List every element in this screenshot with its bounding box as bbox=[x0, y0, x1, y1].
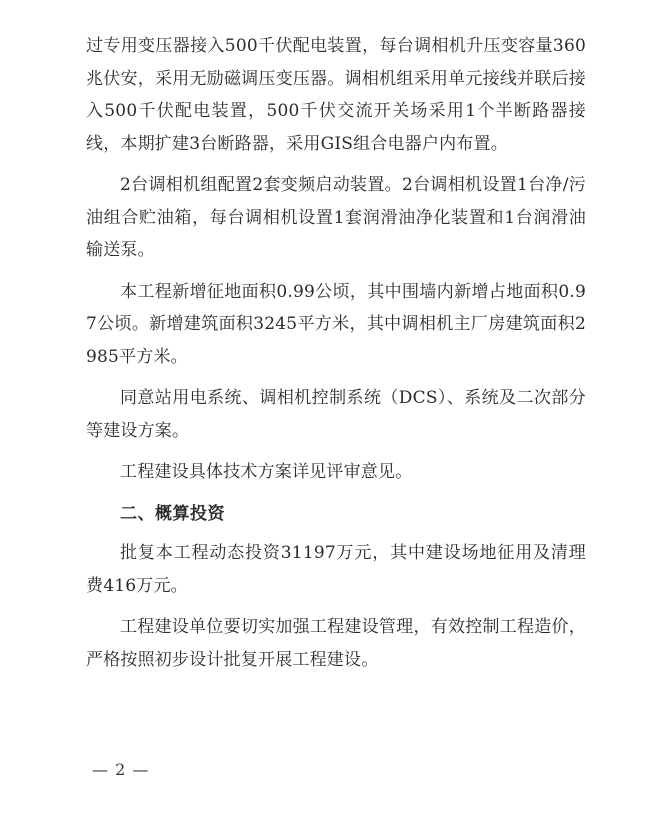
paragraph-station-systems: 同意站用电系统、调相机控制系统（DCS）、系统及二次部分等建设方案。 bbox=[86, 388, 586, 441]
paragraph-land-area: 本工程新增征地面积0.99公顷，其中围墙内新增占地面积0.97公顷。新增建筑面积3245平方米，其中调相机主厂房建筑面积2985平方米。 bbox=[86, 281, 586, 367]
paragraph-dynamic-investment: 批复本工程动态投资31197万元，其中建设场地征用及清理费416万元。 bbox=[86, 543, 586, 596]
paragraph-transformer-connection: 过专用变压器接入500千伏配电装置，每台调相机升压变容量360兆伏安，采用无励磁调压变压器。调相机组采用单元接线并联后接入500千伏配电装置，500千伏交流开关场采用1个半断路器接线，本期扩建3台断路器，采用GIS组合电器户内布置。 bbox=[86, 36, 586, 154]
page-number: — 2 — bbox=[92, 760, 150, 779]
paragraph-technical-scheme: 工程建设具体技术方案详见评审意见。 bbox=[120, 462, 413, 482]
paragraph-cost-control: 工程建设单位要切实加强工程建设管理，有效控制工程造价，严格按照初步设计批复开展工程建设。 bbox=[86, 617, 586, 670]
paragraph-startup-devices: 2台调相机组配置2套变频启动装置。2台调相机设置1台净/污油组合贮油箱，每台调相机设置1套润滑油净化装置和1台润滑油输送泵。 bbox=[86, 175, 586, 260]
document-body bbox=[86, 30, 586, 685]
section-heading-investment: 二、概算投资 bbox=[120, 503, 225, 524]
